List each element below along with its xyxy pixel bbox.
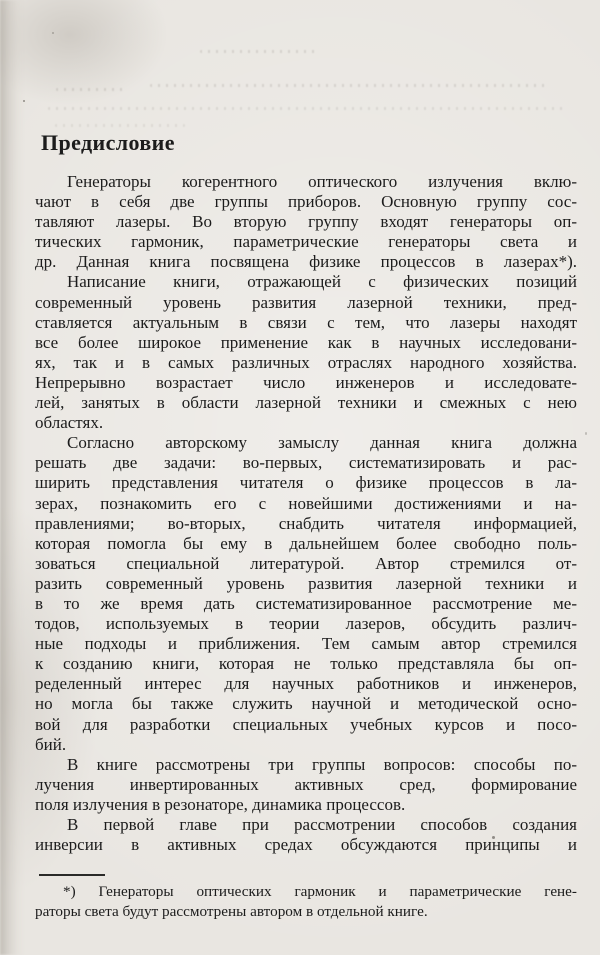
body-text-line: лучения инвертированных активных сред, формирование: [35, 774, 577, 794]
body-text-line: ставляется актуальным в связи с тем, что лазеры находят: [35, 312, 577, 332]
body-text-line: к созданию книги, которая не только представляла бы оп-: [35, 654, 577, 674]
footnote-text: [35, 882, 577, 921]
body-text-line: ях, так и в самых различных отраслях народного хозяйства.: [35, 352, 577, 372]
body-text-line: решать две задачи: во-первых, систематизировать и рас-: [35, 453, 577, 473]
scan-bleedthrough-artifact: [150, 84, 550, 87]
body-text-line: тических гармоник, параметрические генераторы света и: [35, 232, 577, 252]
body-text-line: поля излучения в резонаторе, динамика процессов.: [35, 794, 406, 814]
page-content: [35, 131, 577, 921]
scan-bleedthrough-artifact: [56, 88, 126, 91]
scan-speck: [23, 100, 25, 102]
body-text-line: зерах, познакомить его с новейшими достижениями и на-: [35, 493, 577, 513]
body-text-line: областях.: [35, 413, 104, 433]
body-text-line: бий.: [35, 734, 67, 754]
page-title: Предисловие: [41, 130, 175, 155]
body-text-line: правлениями; во-вторых, снабдить читателя информацией,: [35, 513, 577, 533]
scan-gutter-shadow: [0, 0, 24, 955]
body-text-line: но могла бы также служить научной и методической осно-: [35, 694, 577, 714]
scan-bleedthrough-artifact: [55, 124, 185, 127]
body-text-line: современный уровень развития лазерной техники, пред-: [35, 292, 577, 312]
body-text-line: вой для разработки специальных учебных курсов и посо-: [35, 714, 577, 734]
body-text-line: которая помогла бы ему в дальнейшем более свободно поль-: [35, 533, 577, 553]
scan-bleedthrough-artifact: [200, 50, 320, 53]
body-text-line: тодов, используемых в теории лазеров, обсудить различ-: [35, 614, 577, 634]
body-text-line: все более широкое применение как в научных исследовани-: [35, 332, 577, 352]
body-text-line: Согласно авторскому замыслу данная книга должна: [67, 433, 577, 453]
body-text-line: В первой главе при рассмотрении способов создания: [67, 815, 577, 834]
body-text-line: ределенный интерес для научных работников и инженеров,: [35, 674, 577, 694]
body-text-line: инверсии в активных средах обсуждаются принципы и: [35, 835, 577, 855]
body-text-line: Непрерывно возрастает число инженеров и исследовате-: [35, 372, 577, 392]
body-text: [35, 172, 577, 855]
body-text-line: в то же время дать систематизированное рассмотрение ме-: [35, 593, 577, 613]
footnote-divider: [39, 874, 105, 876]
footnote-text-line: *) Генераторы оптических гармоник и параметрические гене-: [63, 883, 577, 901]
body-text-line: ширить представления читателя о физике процессов в ла-: [35, 473, 577, 493]
body-text-line: В книге рассмотрены три группы вопросов: способы по-: [67, 754, 577, 774]
body-text-line: зоваться специальной литературой. Автор стремился от-: [35, 553, 577, 573]
scan-speck: [585, 432, 587, 435]
footnote-text-line: раторы света будут рассмотрены автором в отдельной книге.: [35, 902, 428, 920]
body-text-line: др. Данная книга посвящена физике процессов в лазерах*).: [35, 252, 577, 272]
body-text-line: тавляют лазеры. Во вторую группу входят генераторы оп-: [35, 212, 577, 232]
body-text-line: чают в себя две группы приборов. Основную группу сос-: [35, 192, 577, 212]
body-text-line: разить современный уровень развития лазерной техники и: [35, 573, 577, 593]
body-text-line: ные подходы и приближения. Тем самым автор стремился: [35, 634, 577, 654]
body-text-line: Генераторы когерентного оптического излучения вклю-: [67, 172, 577, 191]
body-text-line: Написание книги, отражающей с физических позиций: [67, 272, 577, 292]
body-text-line: лей, занятых в области лазерной техники и смежных с нею: [35, 393, 577, 413]
scan-bleedthrough-artifact: [48, 107, 568, 110]
scan-speck: [52, 32, 54, 34]
